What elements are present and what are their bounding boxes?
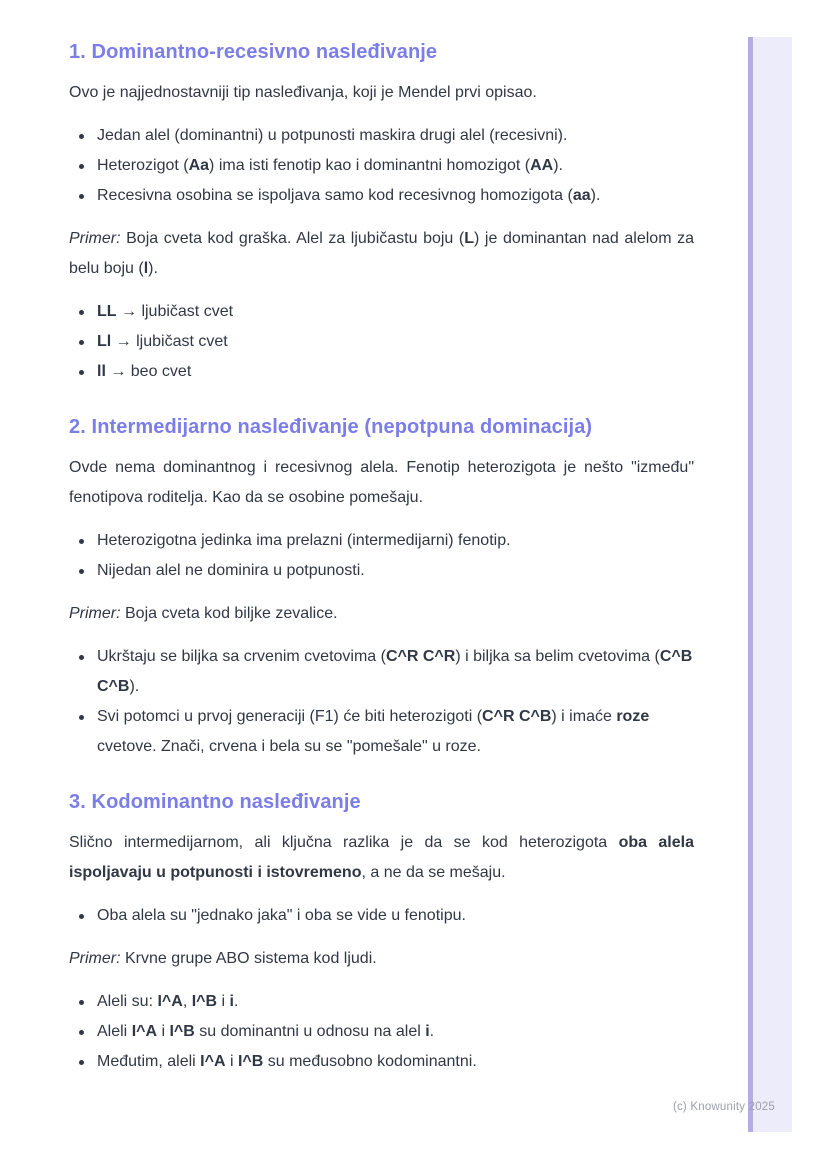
paragraph bbox=[69, 224, 694, 284]
text-run: ) i imaće bbox=[551, 708, 617, 725]
list-item-text bbox=[97, 127, 567, 144]
text-run: Slično intermedijarnom, ali ključna razlika je da se kod heterozigota bbox=[69, 834, 619, 851]
paragraph bbox=[69, 453, 694, 513]
text-run: ) i biljka sa belim cvetovima ( bbox=[455, 648, 660, 665]
bold-text: I^B bbox=[237, 1053, 264, 1070]
paragraph bbox=[69, 944, 694, 974]
text-run: Jedan alel (dominantni) u potpunosti maskira drugi alel (recesivni). bbox=[97, 127, 568, 144]
list-item bbox=[69, 357, 694, 387]
text-run: Recesivna osobina se ispoljava samo kod recesivnog homozigota ( bbox=[97, 187, 573, 204]
list-item-text bbox=[97, 1053, 477, 1070]
text-run: Ovo je najjednostavniji tip nasleđivanja, koji je Mendel prvi opisao. bbox=[69, 84, 537, 101]
bullet-list bbox=[69, 297, 694, 387]
bold-text: i bbox=[425, 1023, 430, 1040]
text-run: Ukrštaju se biljka sa crvenim cvetovima ( bbox=[97, 648, 386, 665]
list-item bbox=[69, 1017, 694, 1047]
list-item bbox=[69, 556, 694, 586]
page-edge-highlight-bar bbox=[753, 37, 792, 1132]
italic-text: Primer: bbox=[69, 950, 121, 967]
bold-text: I^A bbox=[157, 993, 183, 1010]
bold-text: C^R C^B bbox=[482, 708, 552, 725]
italic-text: Primer: bbox=[69, 230, 121, 247]
bullet-icon bbox=[79, 715, 84, 720]
text-run: cvetove. Znači, crvena i bela su se "pomešale" u roze. bbox=[97, 738, 481, 755]
text-run: ). bbox=[129, 678, 140, 695]
text-run: Boja cveta kod biljke zevalice. bbox=[120, 605, 338, 622]
text-run: Aleli su: bbox=[97, 993, 158, 1010]
list-item bbox=[69, 327, 694, 357]
bold-text: LL bbox=[97, 303, 117, 320]
list-item bbox=[69, 1047, 694, 1077]
bullet-icon bbox=[79, 914, 84, 919]
text-run: i bbox=[217, 993, 230, 1010]
list-item-text bbox=[97, 1023, 434, 1040]
bold-text: roze bbox=[616, 708, 650, 725]
paragraph bbox=[69, 828, 694, 888]
text-run: ) je dominantan nad alelom za belu boju ( bbox=[69, 230, 695, 277]
list-item-text bbox=[97, 532, 511, 549]
list-item bbox=[69, 181, 694, 211]
bullet-icon bbox=[79, 164, 84, 169]
list-item bbox=[69, 702, 694, 762]
text-run: Nijedan alel ne dominira u potpunosti. bbox=[97, 562, 365, 579]
bold-text: I^A bbox=[200, 1053, 226, 1070]
text-run: Oba alela su "jednako jaka" i oba se vide u fenotipu. bbox=[97, 907, 466, 924]
bullet-list bbox=[69, 901, 694, 931]
list-item bbox=[69, 121, 694, 151]
bullet-icon bbox=[79, 655, 84, 660]
bullet-icon bbox=[79, 370, 84, 375]
list-item bbox=[69, 526, 694, 556]
bold-text: oba alela ispoljavaju u potpunosti i istovremeno bbox=[69, 834, 694, 881]
list-item bbox=[69, 151, 694, 181]
text-run: → beo cvet bbox=[105, 363, 192, 380]
bullet-icon bbox=[79, 134, 84, 139]
bold-text: aa bbox=[572, 187, 591, 204]
bullet-list bbox=[69, 526, 694, 586]
bold-text: ll bbox=[97, 363, 106, 380]
bold-text: AA bbox=[530, 157, 554, 174]
text-run: Ovde nema dominantnog i recesivnog alela. Fenotip heterozigota je nešto "između" fenotipova roditelja. Kao da se osobine pomešaju. bbox=[69, 459, 694, 506]
text-run: . bbox=[429, 1023, 435, 1040]
list-item-text bbox=[97, 333, 228, 350]
bold-text: C^B C^B bbox=[97, 648, 693, 695]
section-heading: 2. Intermedijarno nasleđivanje (nepotpuna dominacija) bbox=[69, 416, 593, 438]
list-item bbox=[69, 297, 694, 327]
bold-text: C^R C^R bbox=[385, 648, 456, 665]
bullet-icon bbox=[79, 340, 84, 345]
list-item-text bbox=[97, 303, 233, 320]
text-run: → ljubičast cvet bbox=[111, 333, 228, 350]
bold-text: i bbox=[229, 993, 234, 1010]
text-run: Heterozigot ( bbox=[97, 157, 189, 174]
text-run: su dominantni u odnosu na alel bbox=[194, 1023, 426, 1040]
list-item-text bbox=[97, 708, 649, 755]
bold-text: l bbox=[143, 260, 149, 277]
page-edge-accent-line bbox=[748, 37, 753, 1132]
text-run: Aleli bbox=[97, 1023, 132, 1040]
text-run: i bbox=[157, 1023, 170, 1040]
text-run: Svi potomci u prvoj generaciji (F1) će biti heterozigoti ( bbox=[97, 708, 483, 725]
text-run: . bbox=[233, 993, 239, 1010]
paragraph bbox=[69, 599, 694, 629]
list-item bbox=[69, 901, 694, 931]
list-item-text bbox=[97, 157, 563, 174]
bullet-icon bbox=[79, 1060, 84, 1065]
bullet-icon bbox=[79, 310, 84, 315]
bullet-icon bbox=[79, 1000, 84, 1005]
section-heading: 1. Dominantno-recesivno nasleđivanje bbox=[69, 41, 438, 63]
text-run: Boja cveta kod graška. Alel za ljubičastu boju ( bbox=[120, 230, 465, 247]
list-item-text bbox=[97, 363, 191, 380]
list-item-text bbox=[97, 648, 692, 695]
text-run: ). bbox=[590, 187, 601, 204]
document-content bbox=[69, 38, 694, 1090]
copyright-notice: (c) Knowunity 2025 bbox=[672, 1101, 775, 1113]
section-heading: 3. Kodominantno nasleđivanje bbox=[69, 791, 361, 813]
list-item-text bbox=[97, 187, 600, 204]
bullet-icon bbox=[79, 1030, 84, 1035]
text-run: Krvne grupe ABO sistema kod ljudi. bbox=[120, 950, 377, 967]
bullet-icon bbox=[79, 194, 84, 199]
bold-text: Aa bbox=[188, 157, 210, 174]
text-run: su međusobno kodominantni. bbox=[263, 1053, 477, 1070]
bullet-list bbox=[69, 121, 694, 211]
list-item-text bbox=[97, 907, 466, 924]
text-run: , bbox=[182, 993, 192, 1010]
bullet-list bbox=[69, 642, 694, 762]
bold-text: I^B bbox=[169, 1023, 195, 1040]
list-item bbox=[69, 987, 694, 1017]
list-item bbox=[69, 642, 694, 702]
bold-text: L bbox=[464, 230, 475, 247]
bullet-icon bbox=[79, 539, 84, 544]
text-run: , a ne da se mešaju. bbox=[361, 864, 506, 881]
list-item-text bbox=[97, 993, 238, 1010]
text-run: Međutim, aleli bbox=[97, 1053, 201, 1070]
bullet-icon bbox=[79, 569, 84, 574]
italic-text: Primer: bbox=[69, 605, 121, 622]
text-run: i bbox=[225, 1053, 238, 1070]
bold-text: I^B bbox=[191, 993, 218, 1010]
text-run: Heterozigotna jedinka ima prelazni (intermedijarni) fenotip. bbox=[97, 532, 511, 549]
text-run: ). bbox=[553, 157, 563, 174]
list-item-text bbox=[97, 562, 365, 579]
bullet-list bbox=[69, 987, 694, 1077]
text-run: ). bbox=[148, 260, 158, 277]
text-run: ) ima isti fenotip kao i dominantni homozigot ( bbox=[209, 157, 531, 174]
bold-text: Ll bbox=[97, 333, 112, 350]
bold-text: I^A bbox=[131, 1023, 158, 1040]
paragraph bbox=[69, 78, 694, 108]
text-run: → ljubičast cvet bbox=[116, 303, 234, 320]
